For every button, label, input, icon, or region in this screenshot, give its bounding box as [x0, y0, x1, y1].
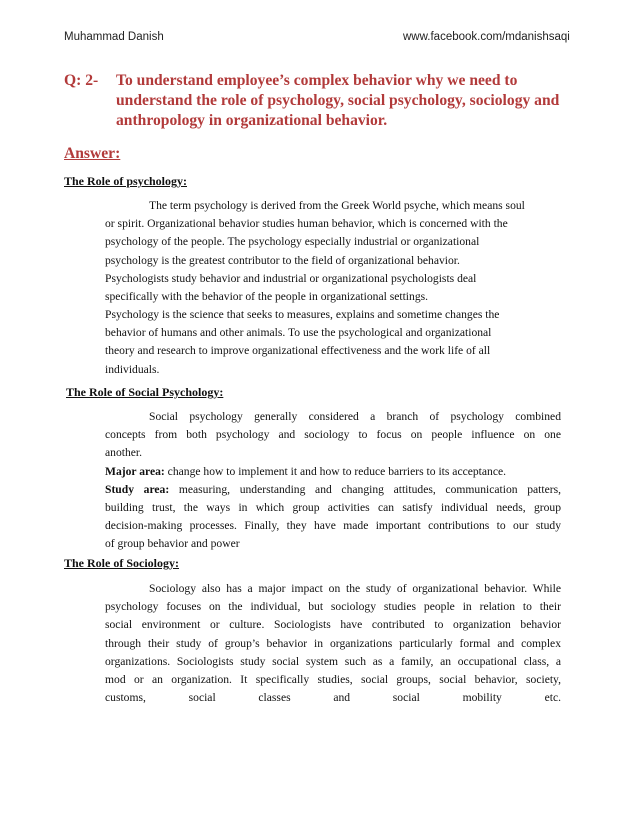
paragraph-line: decision-making processes. Finally, they have made important contributions to our study	[105, 519, 561, 533]
paragraph-line: concepts from both psychology and sociology to focus on people influence on one	[105, 428, 561, 442]
section-heading-social-psychology: The Role of Social Psychology:	[66, 385, 224, 399]
paragraph-line: mod or an organization. It specifically studies, social groups, social behavior, society,	[105, 672, 561, 686]
question-line: understand the role of psychology, social psychology, sociology and	[116, 92, 560, 109]
paragraph-line: psychology of the people. The psychology especially industrial or organizational	[105, 235, 480, 249]
header-author: Muhammad Danish	[64, 31, 164, 43]
paragraph-line: customs, social classes and social mobility etc.	[105, 691, 561, 705]
paragraph-line: another.	[105, 446, 143, 460]
major-area-text: change how to implement it and how to reduce barriers to its acceptance.	[164, 464, 507, 478]
major-area-line	[105, 463, 561, 481]
paragraph-line: or spirit. Organizational behavior studies human behavior, which is concerned with the	[105, 217, 508, 231]
question-number: Q: 2-	[64, 72, 99, 89]
paragraph-line: of group behavior and power	[105, 537, 240, 551]
paragraph-line: theory and research to improve organizational effectiveness and the work life of all	[105, 344, 491, 358]
paragraph-line: behavior of humans and other animals. To use the psychological and organizational	[105, 326, 492, 340]
answer-heading: Answer:	[64, 145, 121, 162]
section-paragraph	[105, 306, 561, 379]
study-area-text: measuring, understanding and changing attitudes, communication patters,	[169, 482, 562, 496]
study-area-line	[105, 481, 561, 499]
paragraph-line: Social psychology generally considered a branch of psychology combined	[149, 410, 561, 423]
header-url[interactable]: www.facebook.com/mdanishsaqi	[403, 31, 570, 43]
paragraph-line: Psychology is the science that seeks to measures, explains and sometime changes the	[105, 308, 500, 321]
paragraph-line: building trust, the ways in which group activities can satisfy individual needs, group	[105, 500, 561, 514]
paragraph-line: Sociology also has a major impact on the study of organizational behavior. While	[149, 582, 561, 595]
paragraph-line: through their study of group’s behavior in organizations particularly formal and complex	[105, 636, 561, 650]
paragraph-line: organizations. Sociologists study social system such as a family, an occupational class, a	[105, 654, 561, 668]
section-paragraph	[105, 408, 561, 554]
study-area-label: Study area:	[105, 482, 170, 496]
section-paragraph	[105, 197, 561, 306]
paragraph-line: individuals.	[105, 362, 160, 376]
paragraph-line: The term psychology is derived from the Greek World psyche, which means soul	[149, 199, 525, 212]
paragraph-line: specifically with the behavior of the people in organizational settings.	[105, 289, 429, 303]
paragraph-line: psychology focuses on the individual, but sociology studies people in relation to their	[105, 600, 561, 614]
paragraph-line: social environment or culture. Sociologists have contributed to organization behavior	[105, 618, 561, 632]
paragraph-line: Psychologists study behavior and industrial or organizational psychologists deal	[105, 271, 477, 285]
section-heading-sociology: The Role of Sociology:	[64, 556, 179, 570]
question-line: To understand employee’s complex behavior why we need to	[116, 72, 518, 89]
paragraph-line: psychology is the greatest contributor to the field of organizational behavior.	[105, 253, 460, 267]
section-paragraph	[105, 580, 561, 726]
paragraph-line	[105, 707, 561, 725]
section-heading-psychology: The Role of psychology:	[64, 174, 187, 188]
question-line: anthropology in organizational behavior.	[116, 112, 388, 129]
major-area-label: Major area:	[105, 464, 165, 478]
